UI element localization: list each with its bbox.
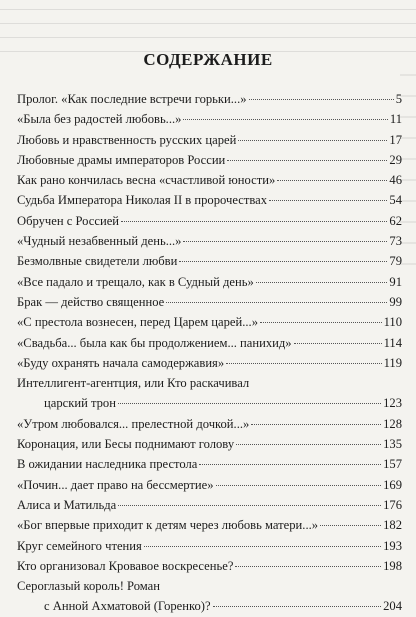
dot-leader [216, 484, 382, 486]
dot-leader [118, 402, 381, 404]
toc-entry[interactable] [17, 495, 402, 515]
dot-leader [235, 565, 381, 567]
toc-entry-page: 128 [383, 416, 402, 431]
toc-entry-title: Безмолвные свидетели любви [17, 254, 178, 269]
toc-entry[interactable] [17, 170, 402, 190]
dot-leader [144, 545, 381, 547]
toc-entry-title: Алиса и Матильда [17, 497, 117, 512]
toc-entry-page: 123 [383, 396, 402, 411]
toc-entry-page: 17 [389, 132, 402, 147]
toc-entry[interactable] [17, 211, 402, 231]
toc-entry-title: Коронация, или Бесы поднимают голову [17, 437, 235, 452]
toc-entry-title: «Свадьба... была как бы продолжением... панихид» [17, 335, 292, 350]
toc-entry-page: 114 [383, 335, 402, 350]
toc-entry[interactable] [17, 596, 402, 616]
toc-entry-title: В ожидании наследника престола [17, 457, 198, 472]
toc-entry[interactable] [17, 333, 402, 353]
toc-entry-title: Судьба Императора Николая II в пророчествах [17, 193, 267, 208]
toc-entry-title: Сероглазый король! Роман [17, 579, 160, 594]
dot-leader [226, 362, 381, 364]
toc-entry[interactable] [17, 89, 402, 109]
dot-leader [183, 118, 387, 120]
toc-entry[interactable] [17, 292, 402, 312]
toc-entry[interactable] [17, 251, 402, 271]
toc-entry-page: 193 [383, 538, 402, 553]
dot-leader [249, 98, 394, 100]
table-of-contents [17, 89, 402, 617]
toc-entry-title: «Была без радостей любовь...» [17, 112, 182, 127]
toc-entry[interactable] [17, 515, 402, 535]
toc-entry-page: 54 [389, 193, 402, 208]
toc-entry-title: Любовь и нравственность русских царей [17, 132, 237, 147]
toc-entry[interactable] [17, 130, 402, 150]
toc-entry-title: Как рано кончилась весна «счастливой юности» [17, 173, 276, 188]
toc-entry[interactable] [17, 312, 402, 332]
toc-entry-page: 119 [383, 355, 402, 370]
toc-entry-first-line[interactable] [17, 576, 402, 596]
toc-entry-title: «Бог впервые приходит к детям через любовь матери...» [17, 518, 319, 533]
toc-entry[interactable] [17, 353, 402, 373]
toc-entry[interactable] [17, 434, 402, 454]
toc-entry-title-continued: с Анной Ахматовой (Горенко)? [44, 599, 211, 614]
dot-leader [238, 139, 387, 141]
toc-entry-page: 11 [389, 112, 402, 127]
toc-entry-page: 135 [383, 437, 402, 452]
toc-entry-page: 176 [383, 497, 402, 512]
dot-leader [179, 260, 387, 262]
toc-entry[interactable] [17, 556, 402, 576]
dot-leader [294, 342, 382, 344]
toc-entry-title: Круг семейного чтения [17, 538, 142, 553]
dot-leader [256, 281, 388, 283]
dot-leader [199, 463, 381, 465]
toc-entry-page: 29 [389, 152, 402, 167]
toc-entry-page: 169 [383, 477, 402, 492]
dot-leader [277, 179, 387, 181]
toc-entry[interactable] [17, 231, 402, 251]
dot-leader [213, 605, 382, 607]
toc-entry-title: Интеллигент-агентция, или Кто раскачивал [17, 376, 250, 391]
toc-entry-page: 73 [389, 234, 402, 249]
toc-entry-page: 99 [389, 294, 402, 309]
toc-entry[interactable] [17, 272, 402, 292]
toc-entry-title: «Утром любовался... прелестной дочкой...» [17, 416, 250, 431]
toc-entry[interactable] [17, 475, 402, 495]
toc-entry-title: Брак — действо священное [17, 294, 165, 309]
dot-leader [227, 159, 387, 161]
toc-entry-page: 204 [383, 599, 402, 614]
toc-entry-title: Любовные драмы императоров России [17, 152, 226, 167]
toc-entry-title: Пролог. «Как последние встречи горьки...» [17, 92, 247, 106]
dot-leader [236, 443, 381, 445]
toc-entry-page: 79 [389, 254, 402, 269]
toc-entry[interactable] [17, 414, 402, 434]
toc-entry-page: 91 [389, 274, 402, 289]
dot-leader [166, 301, 387, 303]
dot-leader [269, 199, 387, 201]
toc-entry[interactable] [17, 190, 402, 210]
toc-entry-title: «Чудный незабвенный день...» [17, 234, 182, 249]
toc-entry[interactable] [17, 536, 402, 556]
toc-entry-title: «С престола вознесен, перед Царем царей...» [17, 315, 259, 330]
toc-entry-page: 110 [383, 315, 402, 330]
toc-entry-page: 46 [389, 173, 402, 188]
dot-leader [118, 504, 381, 506]
bleed-through-margin [400, 60, 416, 280]
toc-entry[interactable] [17, 454, 402, 474]
dot-leader [183, 240, 387, 242]
toc-entry-page: 157 [383, 457, 402, 472]
toc-entry-page: 198 [383, 558, 402, 573]
toc-entry[interactable] [17, 393, 402, 413]
toc-entry-page: 182 [383, 518, 402, 533]
dot-leader [260, 321, 382, 323]
toc-entry-title: «Буду охранять начала самодержавия» [17, 355, 225, 370]
toc-entry-title: Обручен с Россией [17, 213, 120, 228]
toc-entry-first-line[interactable] [17, 373, 402, 393]
toc-entry-title-continued: царский трон [44, 396, 116, 411]
dot-leader [320, 524, 381, 526]
toc-entry[interactable] [17, 150, 402, 170]
page-title: СОДЕРЖАНИЕ [143, 50, 273, 69]
toc-entry-page: 62 [389, 213, 402, 228]
dot-leader [251, 423, 381, 425]
toc-entry-title: «Все падало и трещало, как в Судный день» [17, 274, 254, 289]
toc-entry[interactable] [17, 109, 402, 129]
dot-leader [121, 220, 387, 222]
toc-entry-title: Кто организовал Кровавое воскресенье? [17, 558, 234, 573]
toc-entry-title: «Почин... дает право на бессмертие» [17, 477, 214, 492]
toc-entry-page: 5 [395, 92, 402, 106]
